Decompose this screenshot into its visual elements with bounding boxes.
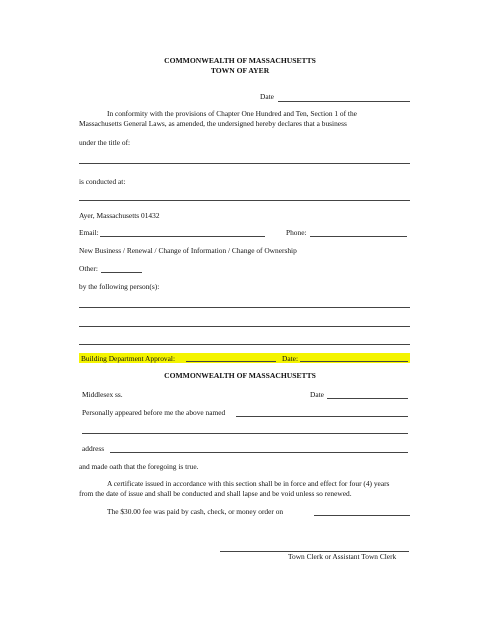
approval-signature-field[interactable]: [186, 354, 276, 362]
approval-date-field[interactable]: [300, 354, 408, 362]
form-title-town: TOWN OF AYER: [210, 66, 270, 75]
notary-date-field[interactable]: [327, 391, 408, 399]
oath-text: and made oath that the foregoing is true.: [79, 462, 199, 471]
notary-address-field[interactable]: [110, 445, 408, 453]
business-address-field[interactable]: [79, 193, 410, 201]
approval-date-label: Date:: [282, 354, 299, 363]
person-line-3[interactable]: [79, 337, 410, 345]
notary-date-label: Date: [310, 390, 324, 399]
notary-title: COMMONWEALTH OF MASSACHUSETTS: [164, 371, 316, 380]
fee-date-field[interactable]: [314, 508, 410, 516]
other-field[interactable]: [101, 265, 142, 273]
email-field[interactable]: [100, 229, 265, 237]
intro-line-1: In conformity with the provisions of Chapter One Hundred and Ten, Section 1 of the: [107, 109, 357, 118]
city-line: Ayer, Massachusetts 01432: [79, 211, 160, 220]
appeared-name-field-2[interactable]: [82, 426, 408, 434]
signature-label: Town Clerk or Assistant Town Clerk: [288, 552, 397, 561]
county-label: Middlesex ss.: [82, 390, 123, 399]
date-label: Date: [260, 92, 274, 101]
date-field[interactable]: [278, 93, 410, 102]
person-line-1[interactable]: [79, 300, 410, 308]
intro-line-3: under the title of:: [79, 138, 131, 147]
certificate-line-1: A certificate issued in accordance with this section shall be in force and effect for four (4) years: [107, 479, 390, 488]
conducted-label: is conducted at:: [79, 177, 126, 186]
person-line-2[interactable]: [79, 319, 410, 327]
email-label: Email:: [79, 228, 99, 237]
address-label: address: [82, 444, 105, 453]
appeared-name-field[interactable]: [236, 409, 408, 417]
business-type-options: New Business / Renewal / Change of Information / Change of Ownership: [79, 246, 297, 255]
approval-label: Building Department Approval:: [81, 354, 176, 363]
other-label: Other:: [79, 264, 98, 273]
phone-field[interactable]: [310, 229, 407, 237]
phone-label: Phone:: [286, 228, 307, 237]
fee-text: The $30.00 fee was paid by cash, check, or money order on: [107, 507, 284, 516]
persons-label: by the following person(s):: [79, 282, 160, 291]
certificate-line-2: from the date of issue and shall be conducted and shall lapse and be void unless so renewed.: [79, 489, 352, 498]
appeared-text: Personally appeared before me the above named: [82, 408, 226, 417]
form-title-commonwealth: COMMONWEALTH OF MASSACHUSETTS: [164, 56, 316, 65]
business-title-field[interactable]: [79, 156, 410, 164]
clerk-signature-field[interactable]: [220, 545, 409, 552]
intro-line-2: Massachusetts General Laws, as amended, the undersigned hereby declares that a business: [79, 119, 347, 128]
